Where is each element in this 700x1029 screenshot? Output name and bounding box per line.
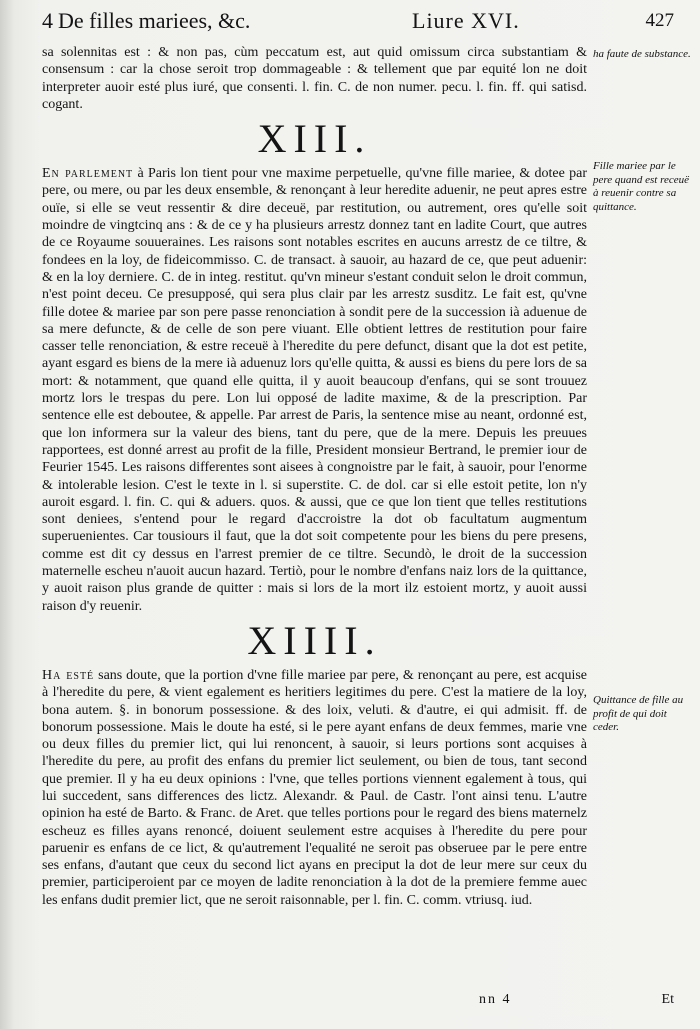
section-xiiii-paragraph [42,667,587,909]
section-heading-xiii: XIII. [257,116,372,162]
catchword: Et [661,992,674,1007]
main-text-block [42,44,587,909]
signature-mark: nn 4 [479,992,512,1007]
running-title: De filles mariees, &c. [58,8,251,33]
margin-note-3: Quittance de fille au profit de qui doit ceder. [593,694,684,733]
page-footer [42,992,674,1014]
section-xiii-lead: En parlement [42,166,134,182]
section-xiii-paragraph [42,165,587,615]
running-header [42,8,674,42]
section-xiii-text: à Paris lon tient pour vne maxime perpetuelle, qu'vne fille mariee, & dotee par pere, ou mere, ou par les deux ensemble, & renonçant à leur heredite aduenir, ne peut apres estre ouïe, si elle se veut ressentir & dire deceuë, par restitution, ou autrement, ores qu'elle soit moindre de vingtcinq ans : & de ce y ha plusieurs arrestz donnez tant en ladite Court, que autres de ce Royaume souueraines. Les raisons sont notables escrites en aucuns arrestz de ce tiltre, & fondees en la loy, de fideicommisso. C. de transact. à sauoir, au hazard de ce, que peut aduenir: & en la loy derniere. C. de in integ. restitut. qu'vn mineur s'estant conduit selon le droit commun, n'est point deceu. Ce presupposé, qui sera plus clair par les arrestz susditz. Le fait est, qu'vne fille dotee & mariee par son pere passe renonciation à sondit pere de la succession ià aduenue de sa mere defuncte, & de celle de son pere viuant. Elle obtient lettres de restitution pour faire casser telle renonciation, & estre receuë à l'heredite du pere defunct, disant que la dot est petite, ayant esgard es biens de la mere ià aduenuz lors qu'elle quitta, & aussi es biens du pere lors de sa mort: & notamment, que quand elle quitta, il y auoit beaucoup d'enfans, qui se sont trouuez mortz lors le trespas du pere. Lon lui opposé de ladite maxime, & de la prescription. Par sentence elle est deboutee, & appelle. Par arrest de Paris, la sentence mise au neant, ordonné est, que lon informera sur la valeur des biens, tant du pere, que de la mere. Depuis les preuues rapportees, est donné arrest au profit de la fille, President monsieur Bertrand, le premier iour de Feurier 1545. Les raisons differentes sont aisees à congnoistre par le fait, à sauoir, pour l'enorme & intolerable lesion. C'est le texte in l. si superstite. C. de dol. car si elle estoit petite, lon n'y auroit esgard. l. fin. C. qui & aduers. quos. & aussi, que ce que lon tient que telles restitutions sont deniees, s'entend pour le regard d'accroistre la dot ob facultatum augmentum superuenientes. Car tousiours il faut, que la dot soit competente pour les biens du pere presens, comme est dit cy dessus en l'arrest premier de ce tiltre. Secundò, le droit de la succession maternelle escheu n'auoit aucun hazard. Tertiò, pour le nombre d'enfans naiz lors de la quittance, y auoit raison plus grande de quitter : mais si lors de la mort ilz estoient mortz, y auoit aussi raison d'y reuenir. [42,166,588,614]
book-label: Liure XVI. [412,8,520,33]
folio-left: 4 [42,8,53,33]
section-xiiii-text: sans doute, que la portion d'vne fille mariee par pere, & renonçant au pere, est acquise à l'heredite du pere, & vient egalement es heritiers legitimes du pere. C'est la matiere de la loy, bona autem. §. in bonorum possessione. & des loix, veluti. & d'autre, ei qui admisit. ff. de bonorum possessione. Mais le doute ha esté, si le pere ayant enfans de deux femmes, marie vne ou deux filles du premier lict, qui lui renoncent, à sauoir, si leurs portions sont acquises à l'heredite du pere, au profit des enfans du premier lict seulement, ou bien de tous, tant second que premier. Il y ha eu deux opinions : l'vne, que telles portions viennent egalement à tous, qui lui succedent, sans differences des lictz. Alexandr. & Paul. de Castr. l'ont ainsi tenu. L'autre opinion ha esté de Barto. & Franc. de Aret. que telles portions pour le regard des biens maternelz escheuz es filles ayans renoncé, doiuent seulement estre acquises à l'heredite du pere pour paruenir es enfans de ce lict, & qu'autrement l'equalité ne seroit pas obseruee par le pere entre ses enfans, d'autant que ceux du second lict ayans en preciput la dot de leur mere sur ceux du premier, participeroient par ce moyen de ladite renonciation à la dot de la premiere femme auec les enfans dudit premier lict, que ne seroit raisonnable, per l. fin. C. comm. vtriusq. iud. [42,667,587,908]
margin-note-1: ha faute de substance. [593,48,691,60]
intro-paragraph: sa solennitas est : & non pas, cùm peccatum est, aut quid omissum circa substantiam & consensum : car la chose seroit trop dommageable : & tellement que par equité lon ne doit interpreter auoir esté plus iuré, que consenti. l. fin. C. de non numer. pecu. l. fin. ff. qui satisd. cogant. [42,45,587,112]
section-heading-xiiii: XIIII. [247,617,382,663]
page-number: 427 [645,10,674,31]
section-xiiii-lead: Ha esté [42,667,95,683]
margin-note-2: Fille mariee par le pere quand est receuë à reuenir contre sa quittance. [593,160,690,213]
